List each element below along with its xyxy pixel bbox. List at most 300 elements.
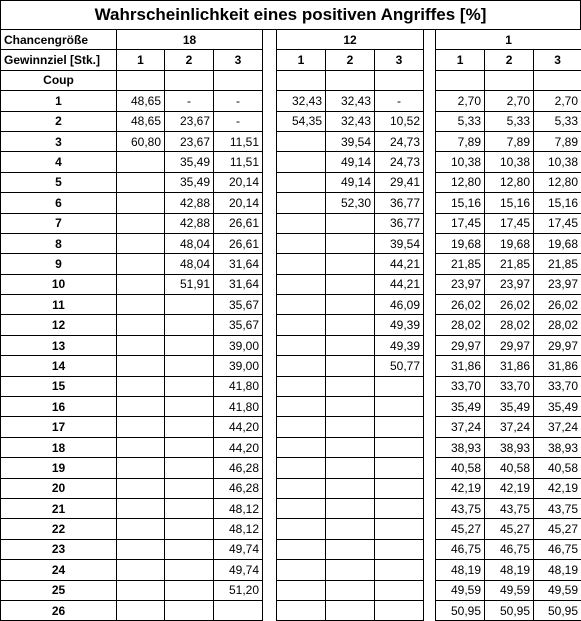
coup-number: 26: [1, 600, 117, 620]
probability-cell: 44,21: [375, 274, 424, 294]
probability-cell: 42,88: [165, 213, 214, 233]
probability-cell: 36,77: [375, 213, 424, 233]
probability-cell: [277, 213, 326, 233]
probability-cell: 19,68: [485, 233, 534, 253]
probability-cell: [117, 233, 165, 253]
probability-cell: 40,58: [485, 458, 534, 478]
probability-cell: [277, 172, 326, 192]
column-separator: [263, 152, 277, 172]
probability-cell: [326, 458, 375, 478]
column-separator: [424, 315, 436, 335]
probability-cell: 26,61: [214, 233, 263, 253]
probability-cell: [277, 600, 326, 620]
column-separator: [424, 50, 436, 70]
coup-number: 9: [1, 254, 117, 274]
probability-cell: [117, 478, 165, 498]
target-header: 2: [165, 50, 214, 70]
probability-cell: [375, 478, 424, 498]
probability-cell: [117, 356, 165, 376]
probability-cell: 42,19: [485, 478, 534, 498]
probability-cell: 21,85: [534, 254, 581, 274]
probability-cell: 20,14: [214, 193, 263, 213]
probability-cell: [277, 519, 326, 539]
probability-cell: [117, 172, 165, 192]
probability-cell: 41,80: [214, 376, 263, 396]
table-row: [1, 417, 581, 437]
coup-number: 3: [1, 131, 117, 151]
probability-cell: [326, 295, 375, 315]
probability-cell: [326, 437, 375, 457]
probability-cell: [375, 376, 424, 396]
target-header: 2: [326, 50, 375, 70]
probability-cell: [326, 600, 375, 620]
column-separator: [263, 172, 277, 192]
probability-cell: 11,51: [214, 131, 263, 151]
target-header: 1: [436, 50, 485, 70]
probability-cell: [326, 233, 375, 253]
column-separator: [263, 356, 277, 376]
probability-cell: [117, 498, 165, 518]
coup-number: 15: [1, 376, 117, 396]
probability-cell: 35,67: [214, 295, 263, 315]
target-header: 1: [277, 50, 326, 70]
column-separator: [424, 356, 436, 376]
coup-number: 21: [1, 498, 117, 518]
probability-cell: [277, 397, 326, 417]
probability-cell: [375, 437, 424, 457]
probability-cell: [326, 478, 375, 498]
coup-number: 20: [1, 478, 117, 498]
coup-number: 22: [1, 519, 117, 539]
probability-cell: [277, 274, 326, 294]
chance-group-1: 1: [436, 30, 581, 50]
column-separator: [424, 91, 436, 111]
probability-cell: [117, 193, 165, 213]
probability-cell: 46,75: [534, 539, 581, 559]
coup-number: 6: [1, 193, 117, 213]
probability-cell: 28,02: [534, 315, 581, 335]
probability-cell: [326, 580, 375, 600]
table-row: [1, 131, 581, 151]
chance-size-row: [1, 30, 581, 50]
table-row: [1, 478, 581, 498]
probability-cell: 46,75: [436, 539, 485, 559]
table-row: [1, 458, 581, 478]
probability-cell: 49,59: [436, 580, 485, 600]
probability-cell: [165, 519, 214, 539]
probability-cell: 49,59: [534, 580, 581, 600]
probability-cell: 17,45: [534, 213, 581, 233]
probability-cell: 33,70: [534, 376, 581, 396]
probability-cell: [165, 335, 214, 355]
probability-cell: 49,14: [326, 152, 375, 172]
coup-number: 8: [1, 233, 117, 253]
probability-cell: [117, 254, 165, 274]
column-separator: [424, 376, 436, 396]
probability-cell: 39,00: [214, 335, 263, 355]
target-header: 3: [534, 50, 581, 70]
probability-cell: [375, 539, 424, 559]
probability-cell: [326, 539, 375, 559]
column-separator: [263, 91, 277, 111]
probability-cell: -: [375, 91, 424, 111]
probability-cell: 26,02: [436, 295, 485, 315]
probability-cell: 7,89: [436, 131, 485, 151]
probability-cell: 12,80: [436, 172, 485, 192]
probability-cell: 43,75: [485, 498, 534, 518]
table-row: [1, 600, 581, 620]
probability-cell: 52,30: [326, 193, 375, 213]
probability-cell: 10,38: [436, 152, 485, 172]
column-separator: [263, 478, 277, 498]
probability-cell: 31,64: [214, 254, 263, 274]
probability-cell: 28,02: [436, 315, 485, 335]
table-row: [1, 539, 581, 559]
probability-cell: 48,12: [214, 519, 263, 539]
table-row: [1, 376, 581, 396]
column-separator: [424, 172, 436, 192]
column-separator: [424, 417, 436, 437]
coup-number: 24: [1, 560, 117, 580]
column-separator: [424, 193, 436, 213]
probability-cell: [165, 498, 214, 518]
probability-cell: [117, 376, 165, 396]
column-separator: [263, 580, 277, 600]
column-separator: [263, 335, 277, 355]
probability-cell: [117, 458, 165, 478]
table-row: [1, 356, 581, 376]
probability-cell: 41,80: [214, 397, 263, 417]
column-separator: [424, 213, 436, 233]
coup-number: 13: [1, 335, 117, 355]
column-separator: [424, 560, 436, 580]
probability-cell: [117, 580, 165, 600]
chance-group-18: 18: [117, 30, 263, 50]
probability-cell: 43,75: [534, 498, 581, 518]
probability-cell: [117, 315, 165, 335]
probability-cell: [117, 274, 165, 294]
probability-cell: [165, 417, 214, 437]
probability-cell: 39,00: [214, 356, 263, 376]
probability-cell: [326, 498, 375, 518]
probability-cell: [326, 560, 375, 580]
probability-cell: [326, 397, 375, 417]
probability-cell: [117, 152, 165, 172]
coup-number: 1: [1, 91, 117, 111]
probability-cell: [165, 397, 214, 417]
probability-cell: [117, 417, 165, 437]
probability-cell: 26,02: [534, 295, 581, 315]
probability-cell: [117, 560, 165, 580]
probability-cell: [214, 600, 263, 620]
probability-cell: 42,88: [165, 193, 214, 213]
column-separator: [424, 437, 436, 457]
column-separator: [424, 233, 436, 253]
probability-cell: 49,39: [375, 315, 424, 335]
probability-cell: 39,54: [326, 131, 375, 151]
probability-cell: 50,95: [534, 600, 581, 620]
column-separator: [263, 233, 277, 253]
probability-cell: [326, 315, 375, 335]
probability-cell: 48,65: [117, 91, 165, 111]
probability-cell: [277, 539, 326, 559]
column-separator: [424, 580, 436, 600]
probability-cell: 45,27: [485, 519, 534, 539]
probability-cell: 21,85: [485, 254, 534, 274]
probability-cell: [165, 356, 214, 376]
table-row: [1, 498, 581, 518]
probability-cell: 2,70: [436, 91, 485, 111]
probability-cell: 15,16: [436, 193, 485, 213]
table-row: [1, 397, 581, 417]
table-row: [1, 519, 581, 539]
column-separator: [263, 600, 277, 620]
coup-number: 2: [1, 111, 117, 131]
probability-cell: [165, 600, 214, 620]
coup-number: 14: [1, 356, 117, 376]
probability-cell: 26,61: [214, 213, 263, 233]
probability-cell: 37,24: [485, 417, 534, 437]
probability-cell: [375, 519, 424, 539]
column-separator: [263, 30, 277, 50]
probability-cell: 49,59: [485, 580, 534, 600]
column-separator: [424, 70, 436, 90]
probability-cell: 43,75: [436, 498, 485, 518]
table-body: [1, 91, 581, 621]
probability-cell: 7,89: [485, 131, 534, 151]
probability-cell: 11,51: [214, 152, 263, 172]
probability-cell: 24,73: [375, 131, 424, 151]
column-separator: [424, 254, 436, 274]
coup-header-row: [1, 70, 581, 90]
coup-number: 10: [1, 274, 117, 294]
probability-cell: 29,97: [436, 335, 485, 355]
table-row: [1, 437, 581, 457]
table-row: [1, 213, 581, 233]
column-separator: [424, 295, 436, 315]
gewinnziel-label: Gewinnziel [Stk.]: [1, 50, 117, 70]
probability-cell: [117, 600, 165, 620]
probability-cell: 48,12: [214, 498, 263, 518]
probability-cell: [277, 233, 326, 253]
probability-cell: [277, 356, 326, 376]
column-separator: [424, 600, 436, 620]
column-separator: [263, 519, 277, 539]
table-row: [1, 152, 581, 172]
probability-cell: 37,24: [436, 417, 485, 437]
probability-cell: 33,70: [485, 376, 534, 396]
coup-label: Coup: [1, 70, 117, 90]
probability-cell: 23,97: [485, 274, 534, 294]
probability-cell: 39,54: [375, 233, 424, 253]
probability-cell: [277, 131, 326, 151]
coup-number: 18: [1, 437, 117, 457]
probability-cell: [326, 213, 375, 233]
coup-number: 12: [1, 315, 117, 335]
probability-cell: [165, 478, 214, 498]
probability-cell: [277, 193, 326, 213]
probability-cell: [326, 356, 375, 376]
probability-cell: [277, 437, 326, 457]
probability-cell: [165, 315, 214, 335]
probability-cell: 19,68: [534, 233, 581, 253]
table-row: [1, 580, 581, 600]
probability-cell: 48,19: [485, 560, 534, 580]
probability-cell: [375, 417, 424, 437]
probability-cell: 35,49: [485, 397, 534, 417]
coup-number: 5: [1, 172, 117, 192]
probability-cell: 32,43: [326, 91, 375, 111]
probability-cell: 49,74: [214, 560, 263, 580]
probability-cell: 20,14: [214, 172, 263, 192]
probability-cell: 50,95: [485, 600, 534, 620]
probability-cell: 35,49: [165, 152, 214, 172]
table-row: [1, 335, 581, 355]
probability-cell: [165, 580, 214, 600]
probability-cell: 23,67: [165, 131, 214, 151]
probability-cell: 12,80: [485, 172, 534, 192]
probability-cell: [277, 478, 326, 498]
probability-cell: [277, 315, 326, 335]
probability-cell: [277, 376, 326, 396]
column-separator: [424, 498, 436, 518]
probability-cell: 29,97: [485, 335, 534, 355]
probability-cell: 17,45: [485, 213, 534, 233]
coup-number: 25: [1, 580, 117, 600]
probability-cell: [117, 335, 165, 355]
column-separator: [263, 111, 277, 131]
column-separator: [424, 458, 436, 478]
probability-cell: 35,49: [436, 397, 485, 417]
probability-cell: 48,04: [165, 233, 214, 253]
probability-cell: 48,04: [165, 254, 214, 274]
table-row: [1, 91, 581, 111]
table-row: [1, 315, 581, 335]
chancengroesse-label: Chancengröße: [1, 30, 117, 50]
probability-cell: 60,80: [117, 131, 165, 151]
target-header: 2: [485, 50, 534, 70]
probability-cell: 45,27: [436, 519, 485, 539]
probability-cell: [165, 437, 214, 457]
probability-cell: 5,33: [534, 111, 581, 131]
column-separator: [263, 498, 277, 518]
probability-cell: -: [214, 111, 263, 131]
probability-cell: 23,67: [165, 111, 214, 131]
probability-cell: [326, 376, 375, 396]
probability-cell: [277, 417, 326, 437]
probability-cell: 35,49: [534, 397, 581, 417]
probability-cell: [165, 295, 214, 315]
probability-cell: [277, 335, 326, 355]
probability-cell: -: [214, 91, 263, 111]
probability-cell: 45,27: [534, 519, 581, 539]
probability-cell: [117, 397, 165, 417]
probability-cell: -: [165, 91, 214, 111]
probability-cell: [326, 274, 375, 294]
probability-cell: 29,41: [375, 172, 424, 192]
column-separator: [424, 478, 436, 498]
probability-cell: 49,14: [326, 172, 375, 192]
probability-cell: [277, 254, 326, 274]
probability-cell: 32,43: [277, 91, 326, 111]
column-separator: [263, 254, 277, 274]
probability-cell: [326, 417, 375, 437]
probability-cell: [117, 539, 165, 559]
column-separator: [424, 539, 436, 559]
probability-cell: 38,93: [534, 437, 581, 457]
probability-cell: [117, 437, 165, 457]
column-separator: [263, 397, 277, 417]
column-separator: [263, 376, 277, 396]
probability-cell: 2,70: [534, 91, 581, 111]
target-header: 1: [117, 50, 165, 70]
column-separator: [424, 30, 436, 50]
column-separator: [424, 274, 436, 294]
coup-number: 19: [1, 458, 117, 478]
column-separator: [424, 519, 436, 539]
table-row: [1, 560, 581, 580]
probability-cell: 24,73: [375, 152, 424, 172]
coup-number: 23: [1, 539, 117, 559]
probability-cell: 42,19: [436, 478, 485, 498]
probability-cell: 48,19: [436, 560, 485, 580]
probability-cell: 51,91: [165, 274, 214, 294]
coup-number: 11: [1, 295, 117, 315]
probability-cell: 48,19: [534, 560, 581, 580]
probability-cell: 2,70: [485, 91, 534, 111]
probability-cell: [375, 600, 424, 620]
table-row: [1, 233, 581, 253]
probability-cell: 38,93: [485, 437, 534, 457]
probability-cell: 31,64: [214, 274, 263, 294]
probability-cell: 44,20: [214, 417, 263, 437]
probability-cell: 48,65: [117, 111, 165, 131]
table-row: [1, 193, 581, 213]
probability-cell: 23,97: [534, 274, 581, 294]
probability-cell: 35,49: [165, 172, 214, 192]
probability-cell: [277, 580, 326, 600]
target-header: 3: [214, 50, 263, 70]
probability-cell: 51,20: [214, 580, 263, 600]
probability-cell: 49,74: [214, 539, 263, 559]
probability-cell: 54,35: [277, 111, 326, 131]
table-title: Wahrscheinlichkeit eines positiven Angriffes [%]: [0, 0, 581, 30]
probability-cell: 50,77: [375, 356, 424, 376]
probability-cell: [165, 560, 214, 580]
probability-cell: [277, 152, 326, 172]
probability-cell: 37,24: [534, 417, 581, 437]
probability-cell: 31,86: [485, 356, 534, 376]
probability-cell: 31,86: [436, 356, 485, 376]
probability-cell: 19,68: [436, 233, 485, 253]
column-separator: [263, 458, 277, 478]
column-separator: [263, 295, 277, 315]
probability-cell: [326, 519, 375, 539]
probability-cell: 46,09: [375, 295, 424, 315]
probability-cell: [117, 213, 165, 233]
probability-cell: 40,58: [534, 458, 581, 478]
column-separator: [263, 417, 277, 437]
table-row: [1, 295, 581, 315]
probability-cell: 10,38: [485, 152, 534, 172]
probability-cell: 23,97: [436, 274, 485, 294]
column-separator: [424, 111, 436, 131]
column-separator: [424, 152, 436, 172]
probability-cell: 38,93: [436, 437, 485, 457]
column-separator: [263, 315, 277, 335]
probability-cell: 40,58: [436, 458, 485, 478]
probability-cell: 10,52: [375, 111, 424, 131]
